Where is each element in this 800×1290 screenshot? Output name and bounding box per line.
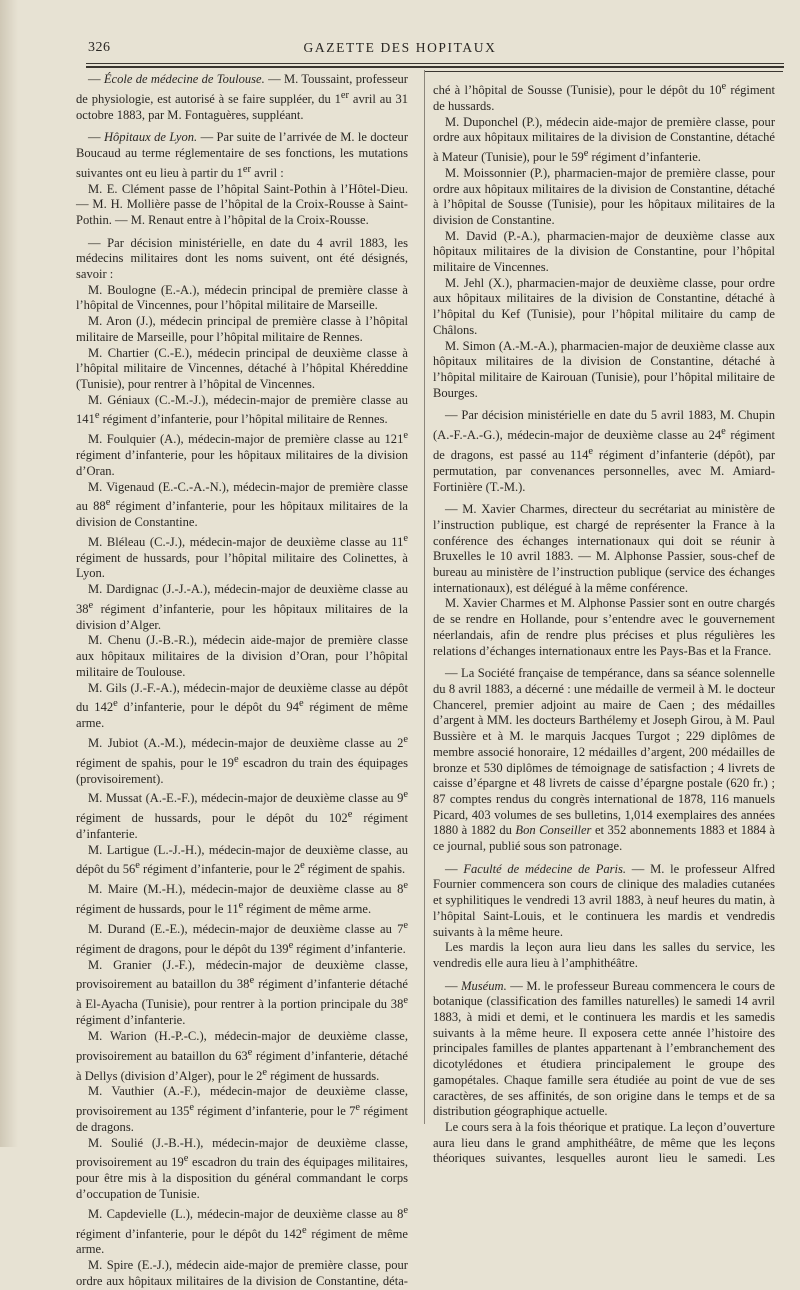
paragraph: M. Mussat (A.-E.-F.), médecin-major de deuxième classe au 9e régiment de hussards, pour le dépôt du 102e régiment d’infanterie. [76, 789, 409, 841]
paragraph: — Par décision ministérielle en date du 5 avril 1883, M. Chupin (A.-F.-A.-G.), médecin-major de deuxième classe au 24e régiment de dragons, est passé au 114e régiment d’infanterie (dépôt), par permutation, par convenances personnelles, avec M. Amiard-Fortinière (T.-M.). [433, 408, 775, 494]
paragraph: M. Moissonnier (P.), pharmacien-major de première classe, pour ordre aux hôpitaux militaires de la division de Constantine, détaché à l’hôpital de Sousse (Tunisie), pour les hôpitaux militaires de la division de Constantine. [433, 165, 775, 227]
paragraph: M. Capdevielle (L.), médecin-major de deuxième classe au 8e régiment d’infanterie, pour le dépôt du 142e régiment de même arme. [76, 1204, 408, 1257]
paragraph: M. Bléleau (C.-J.), médecin-major de deuxième classe au 11e régiment de hussards, pour l’hôpital militaire des Colinettes, à Lyon. [76, 532, 408, 581]
paragraph: M. Durand (E.-E.), médecin-major de deuxième classe au 7e régiment de dragons, pour le dépôt du 139e régiment d’infanterie. [76, 920, 408, 957]
paragraph: — M. Xavier Charmes, directeur du secrétariat au ministère de l’instruction publique, est chargé de représenter la France à la conférence des échanges internationaux qui doit se réunir à Bruxelles le 10 avril 1883. — M. Alphonse Passier, sous-chef de bureau au ministère de l’instruction publique (service des échanges internationaux), est délégué à la même conférence. [433, 502, 775, 595]
paragraph: M. Foulquier (A.), médecin-major de première classe au 121e régiment d’infanterie, pour les hôpitaux militaires de la division d’Oran. [76, 430, 408, 478]
paragraph: — Hôpitaux de Lyon. — Par suite de l’arrivée de M. le docteur Boucaud au terme réglementaire de ses fonctions, les mutations suivantes ont eu lieu à partir du 1er avril : [76, 130, 409, 180]
paragraph: M. Maire (M.-H.), médecin-major de deuxième classe au 8e régiment de hussards, pour le 11e régiment de même arme. [76, 880, 408, 917]
paragraph: M. Chartier (C.-E.), médecin principal de deuxième classe à l’hôpital militaire de Vincennes, détaché à l’hôpital Khéreddine (Tunisie), pour rentrer à l’hôpital de Vincennes. [76, 345, 408, 391]
left-column [76, 72, 408, 1290]
paragraph: Le cours sera à la fois théorique et pratique. La leçon d’ouverture aura lieu dans le grand amphithéâtre, de même que les leçons théoriques suivantes, lesquelles auront lieu le samedi. Les [433, 1119, 775, 1166]
binding-shadow [0, 0, 18, 1147]
paragraph: M. Soulié (J.-B.-H.), médecin-major de deuxième classe, provisoirement au 19e escadron du train des équipages militaires, pour être mis à la disposition du général commandant le corps d’occupation de Tunisie. [76, 1135, 408, 1201]
paragraph: M. Simon (A.-M.-A.), pharmacien-major de deuxième classe aux hôpitaux militaires de la division de Constantine, détaché à l’hôpital militaire de Kairouan (Tunisie), pour l’hôpital militaire de Bourges. [433, 338, 775, 400]
right-column-top-rule [425, 71, 783, 72]
paragraph: M. E. Clément passe de l’hôpital Saint-Pothin à l’Hôtel-Dieu. — M. H. Mollière passe de l’hôpital de la Croix-Rousse à Saint-Pothin. — M. Renaut entre à l’hôpital de la Croix-Rousse. [76, 181, 408, 227]
paragraph: M. Duponchel (P.), médecin aide-major de première classe, pour ordre aux hôpitaux militaires de la division de Constantine, détaché à Mateur (Tunisie), pour le 59e régiment d’infanterie. [433, 114, 775, 165]
page-number: 326 [88, 40, 111, 55]
paragraph: M. Xavier Charmes et M. Alphonse Passier sont en outre chargés de se rendre en Hollande, pour s’entendre avec le gouvernement néerlandais, afin de rendre plus précises et plus régulières les relations d’échanges internationaux entre les Pays-Bas et la France. [433, 596, 775, 658]
paragraph: M. Vigenaud (E.-C.-A.-N.), médecin-major de première classe au 88e régiment d’infanterie, pour les hôpitaux militaires de la division de Constantine. [76, 479, 408, 530]
paragraph: M. Géniaux (C.-M.-J.), médecin-major de première classe au 141e régiment d’infanterie, pour l’hôpital militaire de Rennes. [76, 392, 408, 427]
paragraph: — La Société française de tempérance, dans sa séance solennelle du 8 avril 1883, a décerné : une médaille de vermeil à M. le docteur Chancerel, premier adjoint au maire de Caen ; des médailles d’argent à MM. les docteurs Barthélemy et Joseph Girou, à M. Paul Bussière et à M. le marquis Jacques Turgot ; 229 diplômes de membre associé honoraire, 12 médailles d’argent, 200 médailles de bronze et 530 diplômes de témoignage de satisfaction ; 4 livrets de caisse d’épargne et 48 livrets de caisse d’épargne postale (620 fr.) ; 87 comptes rendus du congrès international de 1878, 116 manuels Picard, 403 volumes de ses bulletins, 1,014 exemplaires des années 1880 à 1882 du Bon Conseiller et 352 abonnements 1883 et 1884 à ce journal, publié sous son patronage. [433, 666, 775, 854]
paragraph: M. Vauthier (A.-F.), médecin-major de deuxième classe, provisoirement au 135e régiment d’infanterie, pour le 7e régiment de dragons. [76, 1084, 409, 1134]
paragraph: — Faculté de médecine de Paris. — M. le professeur Alfred Fournier commencera son cours de clinique des maladies cutanées et syphilitiques le vendredi 13 avril 1883, à neuf heures du matin, à l’hôpital Saint-Louis, et le continuera les mardis et vendredis suivants à la même heure. [433, 861, 776, 939]
column-divider [424, 70, 425, 1124]
header-rule-thin [86, 63, 784, 64]
paragraph: M. Gils (J.-F.-A.), médecin-major de deuxième classe au dépôt du 142e d’infanterie, pour le dépôt du 94e régiment de même arme. [76, 680, 408, 731]
right-column [433, 79, 775, 1167]
paragraph: — École de médecine de Toulouse. — M. Toussaint, professeur de physiologie, est autorisé à se faire suppléer, du 1er avril au 31 octobre 1883, par M. Fontaguères, suppléant. [76, 72, 409, 122]
paragraph: ché à l’hôpital de Sousse (Tunisie), pour le dépôt du 10e régiment de hussards. [433, 81, 775, 113]
paragraph: M. Jehl (X.), pharmacien-major de deuxième classe, pour ordre aux hôpitaux militaires de la division de Constantine, détaché à l’hôpital du Kef (Tunisie), pour l’hôpital militaire du camp de Châlons. [433, 275, 775, 337]
paragraph: M. Boulogne (E.-A.), médecin principal de première classe à l’hôpital de Vincennes, pour l’hôpital militaire de Marseille. [76, 282, 408, 313]
header-rule-thick [86, 66, 784, 68]
paragraph: M. Granier (J.-F.), médecin-major de deuxième classe, provisoirement au bataillon du 38e régiment d’infanterie détaché à El-Ayacha (Tunisie), pour rentrer à la portion principale du 38e régiment d’infanterie. [76, 957, 408, 1028]
paragraph: M. Lartigue (L.-J.-H.), médecin-major de deuxième classe, au dépôt du 56e régiment d’infanterie, pour le 2e régiment de spahis. [76, 842, 408, 877]
paragraph: M. Warion (H.-P.-C.), médecin-major de deuxième classe, provisoirement au bataillon du 63e régiment d’infanterie, détaché à Dellys (division d’Alger), pour le 2e régiment de hussards. [76, 1028, 408, 1083]
paragraph: M. Dardignac (J.-J.-A.), médecin-major de deuxième classe au 38e régiment d’infanterie, pour les hôpitaux militaires de la division d’Alger. [76, 582, 408, 632]
paragraph: M. David (P.-A.), pharmacien-major de deuxième classe aux hôpitaux militaires de la division de Constantine, pour l’hôpital militaire de Vincennes. [433, 228, 775, 275]
paragraph: M. Chenu (J.-B.-R.), médecin aide-major de première classe aux hôpitaux militaires de la division d’Oran, pour l’hôpital militaire de Toulouse. [76, 633, 408, 679]
paragraph: M. Spire (E.-J.), médecin aide-major de première classe, pour ordre aux hôpitaux militaires de la division de Constantine, déta- [76, 1258, 408, 1288]
paragraph: Les mardis la leçon aura lieu dans les salles du service, les vendredis elle aura lieu à l’amphithéâtre. [433, 940, 775, 970]
paragraph: M. Aron (J.), médecin principal de première classe à l’hôpital militaire de Marseille, pour l’hôpital militaire de Rennes. [76, 314, 408, 344]
journal-title: GAZETTE DES HOPITAUX [303, 40, 497, 55]
paragraph: — Par décision ministérielle, en date du 4 avril 1883, les médecins militaires dont les noms suivent, ont été désignés, savoir : [76, 235, 408, 282]
paragraph: — Muséum. — M. le professeur Bureau commencera le cours de botanique (classification des familles naturelles) le samedi 14 avril 1883, à midi et demi, et le continuera les mardis et les samedis suivants à la même heure. Il exposera cette année l’histoire des principales familles de plantes appartenant à l’embranchement des dicotylédones et étudiera principalement le groupe des gamopétales. Chaque famille sera étudiée au point de vue de ses caractères, de ses affinités, de son origine dans le temps et de sa distribution géographique actuelle. [433, 978, 775, 1119]
paragraph: M. Jubiot (A.-M.), médecin-major de deuxième classe au 2e régiment de spahis, pour le 19e escadron du train des équipages (provisoirement). [76, 733, 408, 786]
